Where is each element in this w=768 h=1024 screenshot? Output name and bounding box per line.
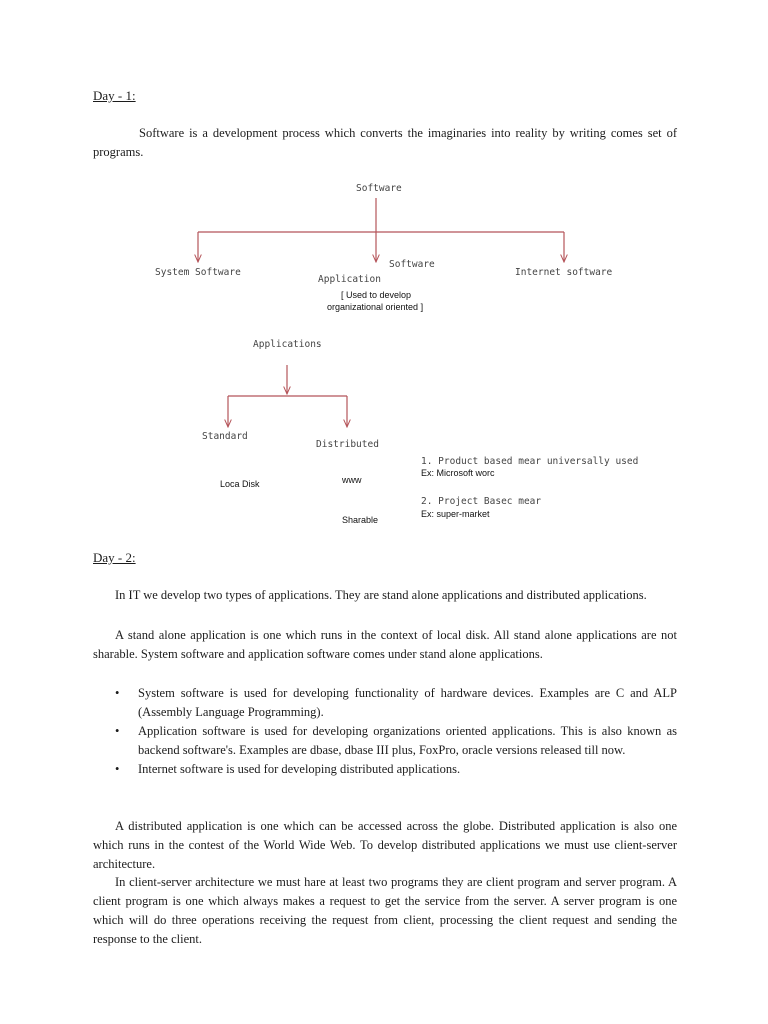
bullet-text: Application software is used for developing organizations oriented applications. This is also known as backend software's. Examples are dbase, dbase III plus, FoxPro, oracle versions released till now. — [138, 724, 677, 757]
note-line-1: [ Used to develop — [341, 290, 412, 300]
note-line-2: organizational oriented ] — [327, 302, 424, 312]
day2-paragraph-1: In IT we develop two types of applications. They are stand alone applications and distributed applications. — [115, 588, 647, 602]
applications-root-label: Applications — [253, 339, 322, 350]
day2-paragraph-4: In client-server architecture we must hare at least two programs they are client program and server program. A client program is one which always makes a request to get the service from the server. A server program is one which will do three operations receiving the request from client, processing the client request and sending the response to the client. — [93, 875, 677, 946]
standard-label: Standard — [202, 431, 248, 442]
system-software-label: System Software — [155, 267, 241, 278]
sharable-note: Sharable — [342, 515, 379, 525]
day2-heading: Day - 2: — [93, 550, 136, 565]
software-bullet-list — [93, 684, 677, 779]
day1-heading: Day - 1: — [93, 88, 136, 103]
bullet-text: Internet software is used for developing distributed applications. — [138, 762, 461, 776]
application-label: Application — [318, 274, 381, 285]
project-based-point: 2. Project Basec mear — [421, 496, 542, 507]
day2-paragraph-3: A distributed application is one which can be accessed across the globe. Distributed application is also one which runs in the contest of the World Wide Web. To develop distributed applications we must use client-server architecture. — [93, 819, 677, 871]
software-tree — [155, 183, 613, 312]
software-sub-label: Software — [389, 259, 435, 270]
list-item — [93, 760, 677, 779]
project-based-example: Ex: super-market — [421, 509, 490, 519]
software-root-label: Software — [356, 183, 402, 194]
bullet-icon: • — [115, 724, 120, 738]
product-based-example: Ex: Microsoft worc — [421, 468, 495, 478]
www-note: www — [342, 475, 362, 485]
bullet-text: System software is used for developing functionality of hardware devices. Examples are C and ALP (Assembly Language Programming). — [138, 686, 677, 719]
local-disk-note: Loca Disk — [220, 479, 260, 489]
product-based-point: 1. Product based mear universally used — [421, 456, 639, 467]
distributed-label: Distributed — [316, 439, 379, 450]
day1-paragraph: Software is a development process which converts the imaginaries into reality by writing comes set of programs. — [93, 126, 677, 159]
day2-paragraph-2: A stand alone application is one which runs in the context of local disk. All stand alone applications are not sharable. System software and application software comes under stand alone applications. — [93, 628, 677, 661]
bullet-icon: • — [115, 686, 120, 700]
bullet-icon: • — [115, 762, 120, 776]
list-item — [93, 684, 677, 722]
internet-software-label: Internet software — [515, 267, 613, 278]
applications-tree — [202, 339, 638, 525]
list-item — [93, 722, 677, 760]
